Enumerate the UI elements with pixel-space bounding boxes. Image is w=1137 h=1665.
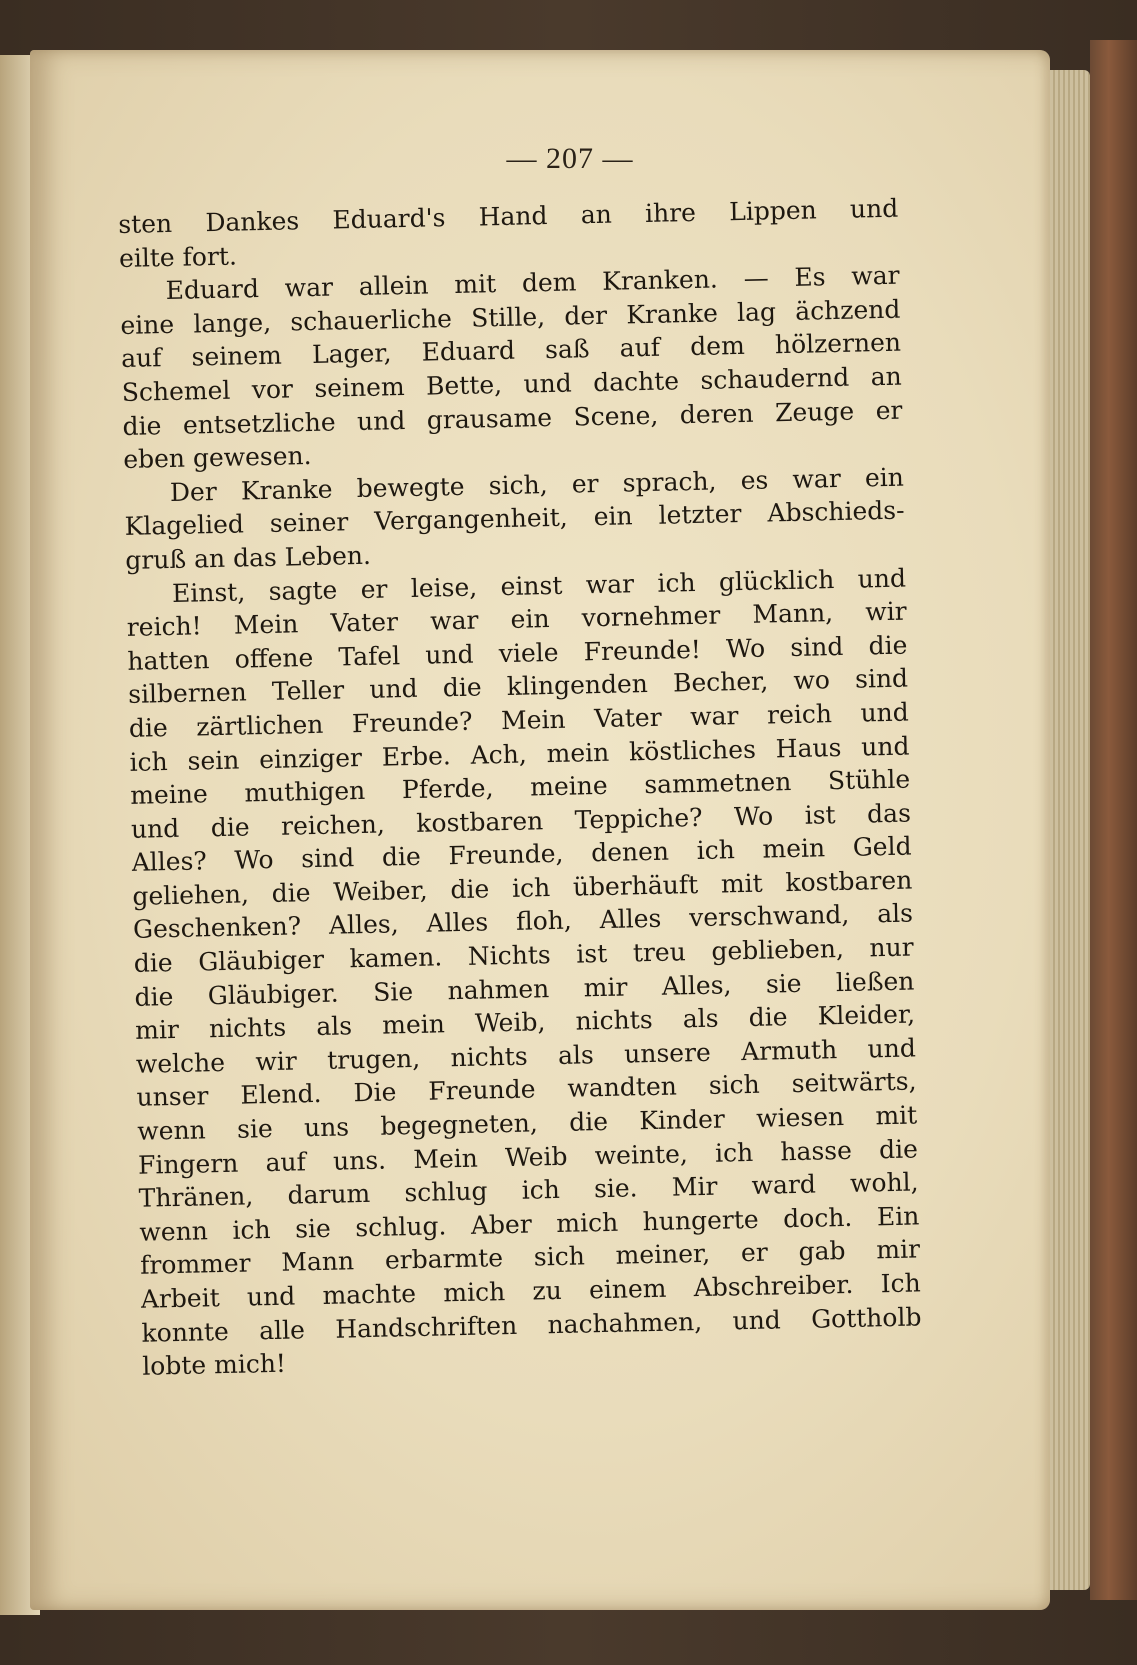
text-line: eine lange, schauerliche Stille, der Kranke lag ächzend (120, 294, 901, 340)
text-line: hatten offene Tafel und viele Freunde! Wo sind die (127, 630, 908, 676)
text-line: die entsetzliche und grausame Scene, deren Zeuge er (122, 395, 903, 441)
text-line: Arbeit und machte mich zu einem Abschreiber. Ich (140, 1268, 921, 1314)
text-line: Geschenken? Alles, Alles floh, Alles verschwand, als (132, 898, 914, 945)
text-line: und die reichen, kostbaren Teppiche? Wo ist das (130, 798, 912, 844)
text-line: Thränen, darum schlug ich sie. Mir ward wohl, (138, 1167, 919, 1213)
page-number: — 207 — (506, 142, 634, 175)
book-cover-edge (1090, 40, 1137, 1600)
text-line: konnte alle Handschriften nachahmen, und Gottholb (141, 1302, 922, 1348)
text-line: wenn ich sie schlug. Aber mich hungerte doch. Ein (139, 1201, 920, 1247)
text-line: Alles? Wo sind die Freunde, denen ich mein Geld (131, 831, 912, 878)
text-line: die zärtlichen Freunde? Mein Vater war reich und (128, 697, 910, 743)
text-line: wenn sie uns begegneten, die Kinder wiesen mit (137, 1100, 918, 1146)
text-line: meine muthigen Pferde, meine sammetnen Stühle (130, 764, 911, 810)
text-line: Eduard war allein mit dem Kranken. — Es war (165, 260, 900, 306)
text-line: Klagelied seiner Vergangenheit, ein letzter Abschieds- (124, 495, 905, 542)
body-text (118, 192, 922, 1384)
text-line: die Gläubiger. Sie nahmen mir Alles, sie ließen (134, 966, 915, 1012)
text-line: silbernen Teller und die klingenden Becher, wo sind (127, 663, 909, 710)
text-line: Einst, sagte er leise, einst war ich glücklich und (171, 563, 907, 608)
text-line: welche wir trugen, nichts als unsere Armuth und (135, 1033, 917, 1079)
text-line: Fingern auf uns. Mein Weib weinte, ich hasse die (137, 1134, 919, 1180)
text-line: gruß an das Leben. (125, 540, 372, 575)
text-line: eilte fort. (118, 241, 238, 273)
text-line: lobte mich! (141, 1348, 287, 1381)
text-line: eben gewesen. (122, 441, 312, 475)
book-page (30, 50, 1050, 1610)
text-line: geliehen, die Weiber, die ich überhäuft mit kostbaren (132, 865, 913, 911)
text-line: mir nichts als mein Weib, nichts als die Kleider, (134, 999, 916, 1046)
text-line: unser Elend. Die Freunde wandten sich seitwärts, (136, 1066, 917, 1113)
text-line: Schemel vor seinem Bette, und dachte schaudernd an (121, 361, 902, 407)
text-line: Der Kranke bewegte sich, er sprach, es war ein (169, 462, 905, 507)
text-line: ich sein einziger Erbe. Ach, mein köstliches Haus und (129, 731, 910, 777)
text-line: sten Dankes Eduard's Hand an ihre Lippen und (118, 193, 899, 239)
text-line: reich! Mein Vater war ein vornehmer Mann, wir (126, 596, 907, 643)
text-line: auf seinem Lager, Eduard saß auf dem hölzernen (120, 328, 902, 374)
text-line: frommer Mann erbarmte sich meiner, er gab mir (139, 1234, 921, 1281)
text-line: die Gläubiger kamen. Nichts ist treu geblieben, nur (133, 932, 914, 978)
